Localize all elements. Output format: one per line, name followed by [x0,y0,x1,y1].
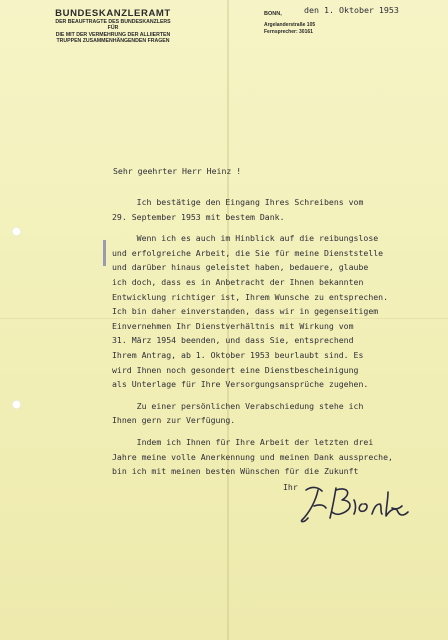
body-line: Einvernehmen Ihr Dienstverhältnis mit Wirkung vom [112,320,354,331]
body-line: Zu einer persönlichen Verabschiedung stehe ich [112,400,364,411]
body-line: bin ich mit meinen besten Wünschen für die Zukunft [112,466,359,477]
letterhead-line: TRUPPEN ZUSAMMENHÄNGENDEN FRAGEN [56,38,170,45]
binder-mark [103,240,106,266]
paragraph-gap [112,224,393,231]
letterhead-line: DER BEAUFTRAGTE DES BUNDESKANZLERS [55,19,171,25]
body-line: 31. März 1954 beenden, und dass Sie, entsprechend [112,335,354,346]
paragraph-gap [112,428,393,435]
letter-place: BONN, [264,11,282,17]
body-line: 29. September 1953 mit bestem Dank. [112,211,285,222]
paragraph [112,435,393,479]
body-line: Ich bin daher einverstanden, dass wir in gegenseitigem [112,306,379,317]
closing: Ihr [283,482,298,492]
body-line: Wenn ich es auch im Hinblick auf die reibungslose [112,233,379,244]
letterhead [38,8,188,45]
body-line: Indem ich Ihnen für Ihre Arbeit der letzten drei [112,436,374,447]
body-line: als Unterlage für Ihre Versorgungsansprüche zugehen. [112,379,369,390]
letter-date: den 1. Oktober 1953 [304,5,399,15]
paragraph [112,195,393,224]
paragraph [112,399,393,428]
address-line: Argelanderstraße 105 [264,22,316,28]
letterhead-line: FÜR [107,25,119,32]
signature [296,478,422,526]
letterhead-title: BUNDESKANZLERAMT [55,8,171,19]
paragraph-gap [112,392,393,399]
body-line: Jahre meine volle Anerkennung und meinen Dank ausspreche, [112,451,393,462]
letterhead-line: DIE MIT DER VERMEHRUNG DER ALLIIERTEN [55,31,171,38]
address-line: Fernsprecher: 30161 [264,29,313,36]
body-line: Ihrem Antrag, ab 1. Oktober 1953 beurlaubt sind. Es [112,349,364,360]
letter-body [112,195,393,479]
punch-hole-bottom [12,400,21,409]
body-line: Ihnen gern zur Verfügung. [112,415,236,426]
body-line: wird Ihnen noch gesondert eine Dienstbescheinigung [112,364,359,375]
sender-address [264,22,315,36]
body-line: Entwicklung richtiger ist, Ihrem Wunsche zu entsprechen. [112,291,389,302]
body-line: und erfolgreiche Arbeit, die Sie für meine Dienststelle [112,247,384,258]
salutation: Sehr geehrter Herr Heinz ! [113,166,242,176]
body-line: ich doch, dass es in Anbetracht der Ihnen bekannten [112,276,364,287]
punch-hole-top [12,227,21,236]
body-line: Ich bestätige den Eingang Ihres Schreibens vom [112,197,364,207]
paragraph [112,231,393,392]
body-line: und darüber hinaus geleistet haben, bedauere, glaube [112,262,369,273]
